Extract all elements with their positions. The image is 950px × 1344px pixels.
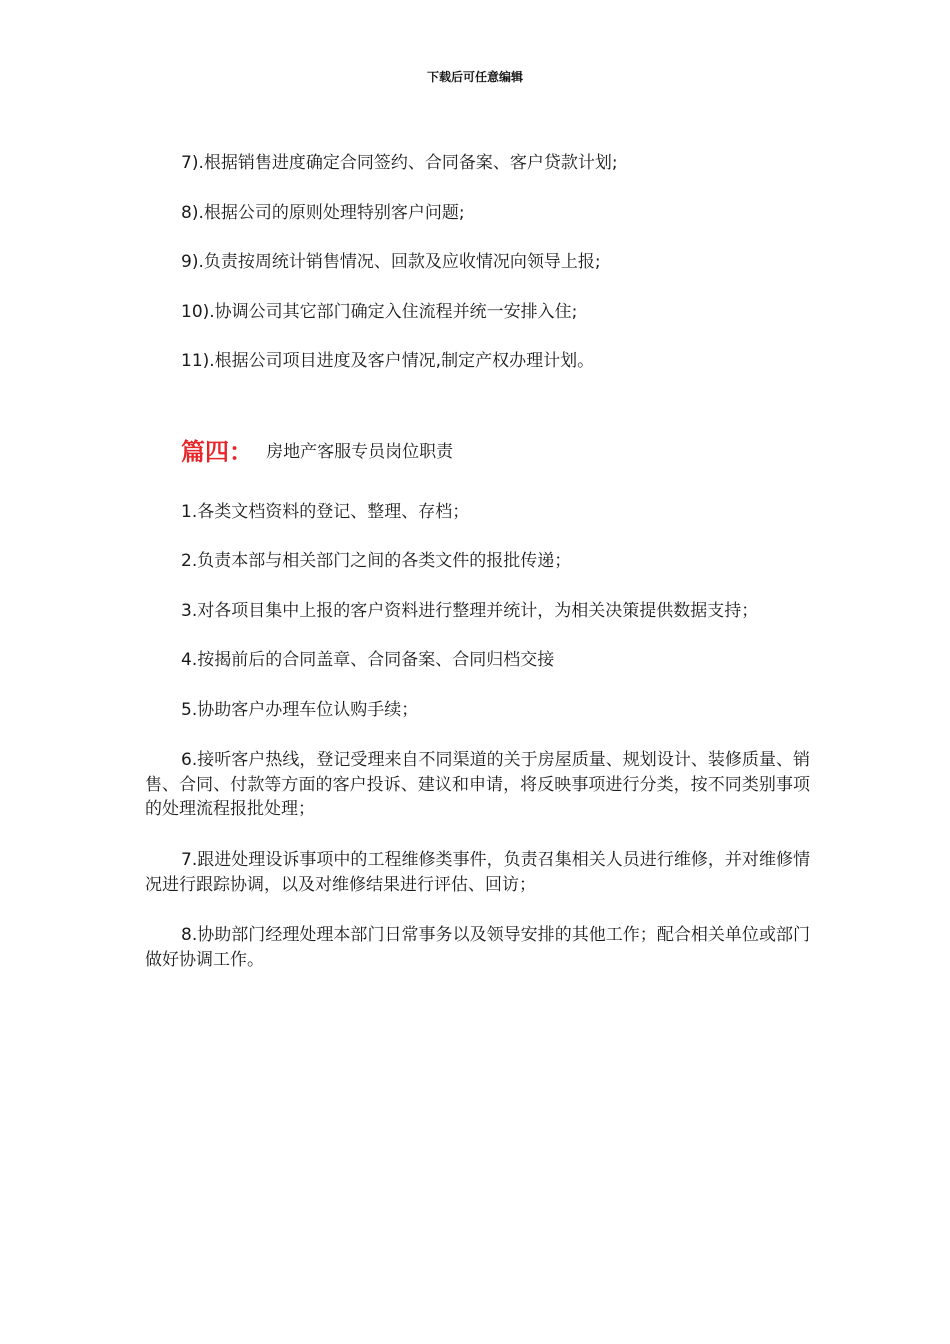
list-item-duty-1: 1.各类文档资料的登记、整理、存档； [181, 502, 470, 522]
list-item-duty-4: 4.按揭前后的合同盖章、合同备案、合同归档交接 [181, 650, 555, 670]
list-item-previous-7: 7).根据销售进度确定合同签约、合同备案、客户贷款计划; [181, 153, 618, 173]
list-item-duty-7: 7.跟进处理设诉事项中的工程维修类事件，负责召集相关人员进行维修，并对维修情况进行跟踪协调，以及对维修结果进行评估、回访； [145, 850, 810, 895]
section-label: 篇四： [181, 438, 253, 466]
list-item-previous-9: 9).负责按周统计销售情况、回款及应收情况向领导上报; [181, 252, 601, 272]
list-item-duty-6: 6.接听客户热线，登记受理来自不同渠道的关于房屋质量、规划设计、装修质量、销售、合同、付款等方面的客户投诉、建议和申请，将反映事项进行分类，按不同类别事项的处理流程报批处理； [145, 750, 810, 819]
section-heading [181, 432, 453, 467]
list-item-duty-8: 8.协助部门经理处理本部门日常事务以及领导安排的其他工作；配合相关单位或部门做好协调工作。 [145, 925, 810, 970]
section-title: 房地产客服专员岗位职责 [266, 442, 454, 462]
list-item-previous-10: 10).协调公司其它部门确定入住流程并统一安排入住; [181, 302, 578, 322]
list-item-previous-8: 8).根据公司的原则处理特别客户问题; [181, 203, 465, 223]
list-item-duty-3: 3.对各项目集中上报的客户资料进行整理并统计，为相关决策提供数据支持； [181, 601, 759, 621]
list-item-duty-5: 5.协助客户办理车位认购手续； [181, 700, 419, 720]
list-item-previous-11: 11).根据公司项目进度及客户情况,制定产权办理计划。 [181, 351, 595, 371]
download-note: 下载后可任意编辑 [426, 70, 523, 84]
list-item-duty-2: 2.负责本部与相关部门之间的各类文件的报批传递； [181, 551, 572, 571]
